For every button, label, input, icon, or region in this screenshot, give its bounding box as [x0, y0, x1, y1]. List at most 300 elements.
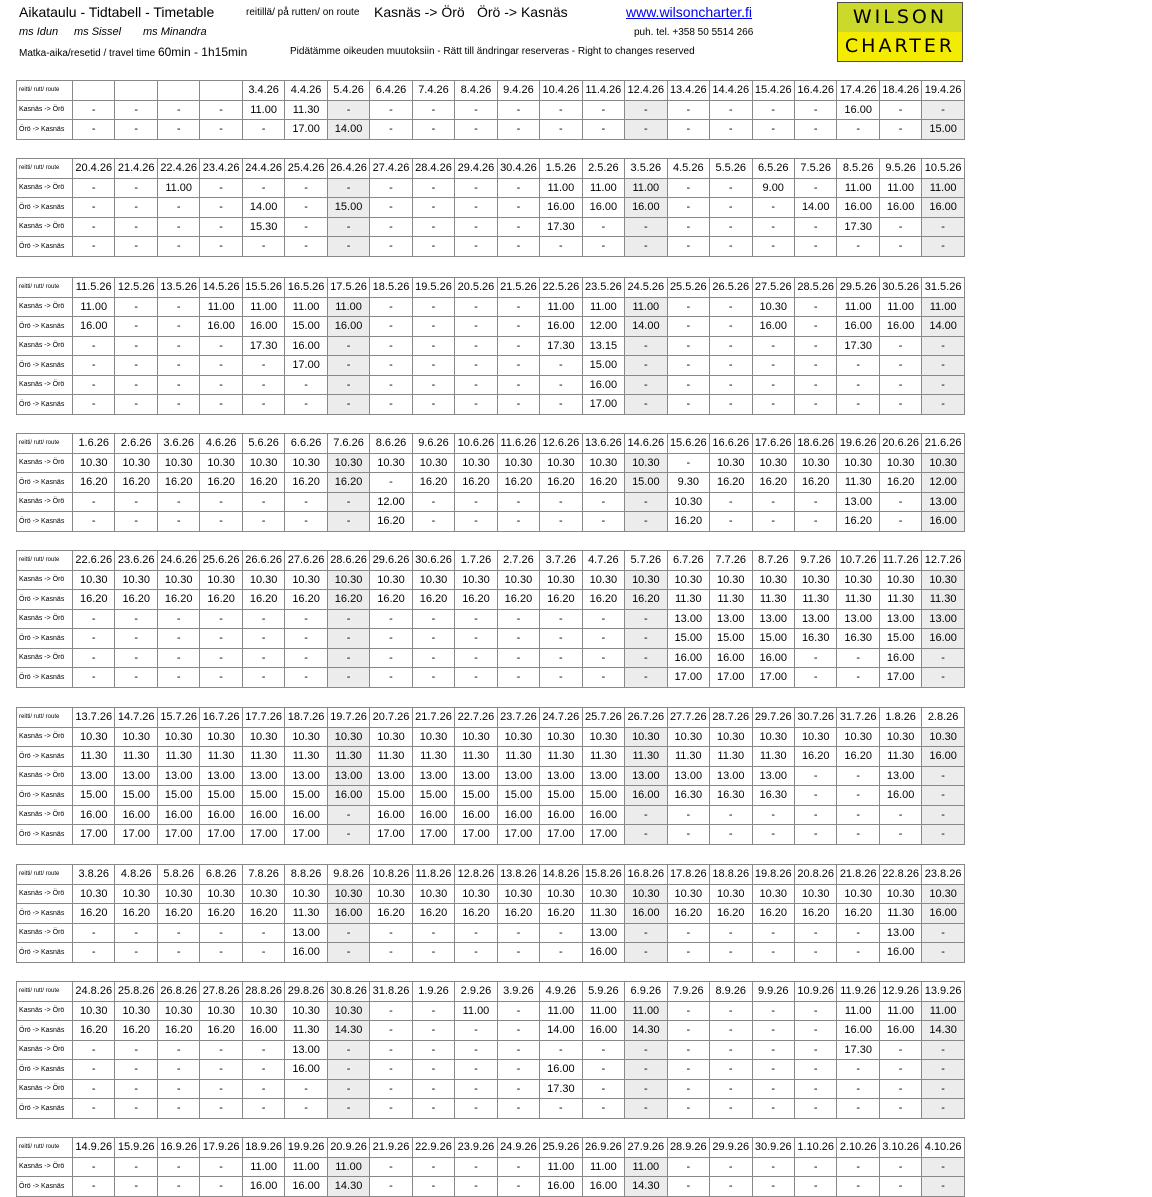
time-cell: - — [625, 512, 667, 532]
date-cell: 26.6.26 — [242, 551, 284, 571]
date-cell: 30.8.26 — [327, 982, 369, 1002]
time-cell: - — [370, 1079, 412, 1099]
date-cell: 9.7.26 — [794, 551, 836, 571]
route-label: Örö -> Kasnäs — [17, 1060, 73, 1080]
time-cell: - — [794, 825, 836, 845]
time-cell: 14.30 — [327, 1177, 369, 1197]
time-cell: - — [200, 356, 242, 376]
date-cell: 24.7.26 — [540, 708, 582, 728]
route-label: Kasnäs -> Örö — [17, 297, 73, 317]
time-cell: 13.00 — [73, 766, 115, 786]
date-cell: 23.9.26 — [455, 1138, 497, 1158]
date-cell: 21.7.26 — [412, 708, 454, 728]
time-cell: - — [370, 317, 412, 337]
time-cell: - — [200, 1177, 242, 1197]
time-cell: - — [115, 356, 157, 376]
time-cell: - — [540, 492, 582, 512]
time-cell: - — [200, 943, 242, 963]
date-cell: 8.6.26 — [370, 434, 412, 454]
date-row — [17, 278, 965, 298]
time-cell: - — [285, 1079, 327, 1099]
date-cell: 18.7.26 — [285, 708, 327, 728]
time-cell: - — [582, 629, 624, 649]
table-row — [17, 1060, 965, 1080]
time-cell: 13.00 — [540, 766, 582, 786]
time-cell: - — [157, 648, 199, 668]
time-cell: 16.00 — [582, 375, 624, 395]
time-cell: - — [412, 217, 454, 237]
time-cell: - — [667, 943, 709, 963]
logo-line-1: WILSON — [838, 3, 962, 32]
date-cell: 14.8.26 — [540, 865, 582, 885]
time-cell: - — [73, 395, 115, 415]
route-header-label: reitti/ rutt/ route — [17, 1138, 73, 1158]
date-cell: 4.8.26 — [115, 865, 157, 885]
time-cell: - — [582, 1060, 624, 1080]
date-cell: 19.4.26 — [922, 81, 964, 101]
date-cell: 14.5.26 — [200, 278, 242, 298]
time-cell: - — [922, 805, 964, 825]
time-cell: 13.00 — [115, 766, 157, 786]
time-cell: 16.20 — [837, 904, 879, 924]
time-cell: - — [455, 297, 497, 317]
route-header-label: reitti/ rutt/ route — [17, 551, 73, 571]
time-cell: 14.00 — [794, 198, 836, 218]
time-cell: - — [115, 178, 157, 198]
time-cell: - — [157, 317, 199, 337]
time-cell: - — [455, 100, 497, 120]
time-cell: - — [710, 317, 752, 337]
time-cell: 10.30 — [922, 727, 964, 747]
time-cell: 11.00 — [540, 1001, 582, 1021]
time-cell: 14.00 — [540, 1021, 582, 1041]
time-cell: - — [200, 100, 242, 120]
date-cell: 25.9.26 — [540, 1138, 582, 1158]
date-cell: 9.5.26 — [879, 159, 921, 179]
time-cell: - — [200, 395, 242, 415]
time-cell: - — [285, 395, 327, 415]
date-cell: 10.7.26 — [837, 551, 879, 571]
time-cell: - — [242, 120, 284, 140]
time-cell: - — [752, 512, 794, 532]
time-cell: 15.00 — [752, 629, 794, 649]
time-cell: 15.00 — [200, 786, 242, 806]
time-cell: - — [752, 375, 794, 395]
time-cell: - — [455, 648, 497, 668]
time-cell: 16.20 — [370, 512, 412, 532]
time-cell: 10.30 — [327, 884, 369, 904]
time-cell: 16.00 — [540, 317, 582, 337]
time-cell: 16.20 — [157, 904, 199, 924]
time-cell: - — [412, 297, 454, 317]
time-cell: 11.30 — [327, 747, 369, 767]
time-cell: - — [200, 492, 242, 512]
table-row — [17, 609, 965, 629]
time-cell: - — [455, 1157, 497, 1177]
time-cell: - — [625, 100, 667, 120]
time-cell: 16.00 — [922, 512, 964, 532]
date-cell: 25.8.26 — [115, 982, 157, 1002]
time-cell: - — [710, 198, 752, 218]
time-cell: - — [242, 1060, 284, 1080]
time-cell: 10.30 — [625, 570, 667, 590]
time-cell: 15.00 — [412, 786, 454, 806]
time-cell: - — [157, 297, 199, 317]
time-cell: - — [455, 237, 497, 257]
time-cell: - — [879, 356, 921, 376]
time-cell: - — [412, 336, 454, 356]
time-cell: - — [710, 120, 752, 140]
date-cell: 4.4.26 — [285, 81, 327, 101]
date-cell: 31.7.26 — [837, 708, 879, 728]
time-cell: 11.00 — [582, 1001, 624, 1021]
date-cell — [115, 81, 157, 101]
date-cell: 16.5.26 — [285, 278, 327, 298]
time-cell: - — [242, 668, 284, 688]
date-cell: 23.6.26 — [115, 551, 157, 571]
date-cell: 22.5.26 — [540, 278, 582, 298]
route-label: Örö -> Kasnäs — [17, 120, 73, 140]
time-cell: 11.00 — [922, 1001, 964, 1021]
time-cell: - — [73, 512, 115, 532]
time-cell: - — [625, 805, 667, 825]
time-cell: - — [497, 629, 539, 649]
date-cell: 7.4.26 — [412, 81, 454, 101]
time-cell: - — [794, 217, 836, 237]
time-cell: 10.30 — [242, 1001, 284, 1021]
time-cell: - — [455, 943, 497, 963]
date-cell: 31.5.26 — [922, 278, 964, 298]
time-cell: - — [200, 1099, 242, 1119]
time-cell: - — [794, 1060, 836, 1080]
time-cell: 11.30 — [667, 590, 709, 610]
time-cell: 16.00 — [370, 805, 412, 825]
time-cell: - — [582, 1079, 624, 1099]
time-cell: 10.30 — [837, 570, 879, 590]
time-cell: - — [497, 492, 539, 512]
time-cell: 11.00 — [327, 297, 369, 317]
time-cell: - — [327, 375, 369, 395]
time-cell: 15.00 — [922, 120, 964, 140]
time-cell: - — [412, 178, 454, 198]
time-cell: 11.30 — [115, 747, 157, 767]
travel-time-value: 60min - 1h15min — [157, 45, 248, 59]
time-cell: 16.00 — [412, 805, 454, 825]
time-cell: 16.30 — [710, 786, 752, 806]
timetable-block — [16, 864, 965, 963]
time-cell: - — [455, 512, 497, 532]
date-cell: 25.6.26 — [200, 551, 242, 571]
route-label: Örö -> Kasnäs — [17, 317, 73, 337]
date-cell: 30.7.26 — [794, 708, 836, 728]
route-header-label: reitti/ rutt/ route — [17, 865, 73, 885]
table-row — [17, 217, 965, 237]
time-cell: 10.30 — [370, 570, 412, 590]
time-cell: - — [497, 120, 539, 140]
date-row — [17, 982, 965, 1002]
time-cell: - — [540, 356, 582, 376]
time-cell: 10.30 — [625, 884, 667, 904]
time-cell: - — [115, 512, 157, 532]
route-label: Örö -> Kasnäs — [17, 825, 73, 845]
table-row — [17, 923, 965, 943]
route-label: Örö -> Kasnäs — [17, 786, 73, 806]
time-cell: - — [540, 237, 582, 257]
date-cell: 6.5.26 — [752, 159, 794, 179]
time-cell: - — [922, 1040, 964, 1060]
date-cell: 17.9.26 — [200, 1138, 242, 1158]
time-cell: 15.00 — [157, 786, 199, 806]
date-cell: 27.4.26 — [370, 159, 412, 179]
route-label: Kasnäs -> Örö — [17, 1079, 73, 1099]
time-cell: - — [667, 1177, 709, 1197]
date-cell: 29.5.26 — [837, 278, 879, 298]
time-cell: - — [837, 237, 879, 257]
website-link[interactable]: www.wilsoncharter.fi — [626, 4, 753, 20]
time-cell: 11.00 — [922, 297, 964, 317]
time-cell: 16.00 — [285, 943, 327, 963]
time-cell: 11.30 — [879, 747, 921, 767]
time-cell: - — [497, 1099, 539, 1119]
time-cell: 11.00 — [879, 1001, 921, 1021]
date-cell: 25.7.26 — [582, 708, 624, 728]
time-cell: 10.30 — [285, 1001, 327, 1021]
time-cell: 10.30 — [200, 727, 242, 747]
time-cell: - — [667, 217, 709, 237]
time-cell: 11.30 — [879, 590, 921, 610]
date-cell: 28.4.26 — [412, 159, 454, 179]
time-cell: 13.00 — [667, 609, 709, 629]
time-cell: - — [540, 609, 582, 629]
route-prefix: reitillä/ på rutten/ on route — [246, 7, 360, 18]
time-cell: - — [327, 237, 369, 257]
time-cell: - — [497, 100, 539, 120]
time-cell: 10.30 — [157, 727, 199, 747]
time-cell: 10.30 — [582, 570, 624, 590]
route-out-heading: Kasnäs -> Örö — [374, 4, 465, 20]
date-cell: 7.7.26 — [710, 551, 752, 571]
time-cell: - — [412, 395, 454, 415]
time-cell: - — [837, 1060, 879, 1080]
time-cell: 16.20 — [115, 590, 157, 610]
date-cell: 18.4.26 — [879, 81, 921, 101]
time-cell: - — [625, 1060, 667, 1080]
time-cell: - — [73, 1099, 115, 1119]
time-cell: 10.30 — [794, 453, 836, 473]
time-cell: - — [285, 609, 327, 629]
time-cell: - — [837, 395, 879, 415]
time-cell: 16.00 — [455, 805, 497, 825]
time-cell: - — [922, 923, 964, 943]
time-cell: - — [752, 923, 794, 943]
time-cell: - — [879, 217, 921, 237]
time-cell: - — [667, 375, 709, 395]
time-cell: 14.30 — [922, 1021, 964, 1041]
route-label: Örö -> Kasnäs — [17, 629, 73, 649]
time-cell: - — [115, 1099, 157, 1119]
time-cell: 11.00 — [242, 1157, 284, 1177]
date-cell: 15.5.26 — [242, 278, 284, 298]
date-cell: 4.10.26 — [922, 1138, 964, 1158]
time-cell: - — [752, 1060, 794, 1080]
time-cell: 17.00 — [157, 825, 199, 845]
date-cell: 18.8.26 — [710, 865, 752, 885]
time-cell: 16.00 — [922, 629, 964, 649]
date-cell: 8.9.26 — [710, 982, 752, 1002]
time-cell: 17.30 — [242, 336, 284, 356]
date-cell: 31.8.26 — [370, 982, 412, 1002]
time-cell: - — [412, 1021, 454, 1041]
route-label: Örö -> Kasnäs — [17, 237, 73, 257]
table-row — [17, 805, 965, 825]
time-cell: 10.30 — [922, 570, 964, 590]
time-cell: 17.30 — [540, 217, 582, 237]
time-cell: 17.30 — [837, 217, 879, 237]
time-cell: - — [540, 395, 582, 415]
date-cell: 15.8.26 — [582, 865, 624, 885]
date-cell: 30.4.26 — [497, 159, 539, 179]
time-cell: - — [370, 375, 412, 395]
time-cell: 11.30 — [879, 904, 921, 924]
time-cell: - — [115, 492, 157, 512]
time-cell: - — [667, 297, 709, 317]
time-cell: - — [73, 1079, 115, 1099]
time-cell: - — [625, 237, 667, 257]
time-cell: 16.20 — [412, 904, 454, 924]
time-cell: - — [794, 100, 836, 120]
table-row — [17, 1040, 965, 1060]
time-cell: - — [837, 805, 879, 825]
time-cell: - — [285, 629, 327, 649]
time-cell: - — [285, 237, 327, 257]
time-cell: 17.00 — [285, 825, 327, 845]
time-cell: - — [922, 237, 964, 257]
logo-line-2: CHARTER — [838, 32, 962, 61]
date-cell: 6.9.26 — [625, 982, 667, 1002]
page-title: Aikataulu - Tidtabell - Timetable — [19, 4, 215, 20]
time-cell: - — [455, 395, 497, 415]
time-cell: - — [667, 805, 709, 825]
time-cell: 16.00 — [242, 1021, 284, 1041]
date-cell: 2.10.26 — [837, 1138, 879, 1158]
time-cell: 15.00 — [879, 629, 921, 649]
time-cell: - — [455, 356, 497, 376]
date-cell: 24.5.26 — [625, 278, 667, 298]
timetable-block — [16, 550, 965, 688]
time-cell: - — [370, 120, 412, 140]
time-cell: 15.00 — [625, 473, 667, 493]
time-cell: 13.00 — [242, 766, 284, 786]
time-cell: 16.00 — [625, 904, 667, 924]
time-cell: - — [710, 805, 752, 825]
table-row — [17, 356, 965, 376]
time-cell: 15.00 — [667, 629, 709, 649]
time-cell: 10.30 — [497, 727, 539, 747]
time-cell: - — [73, 198, 115, 218]
time-cell: - — [455, 1099, 497, 1119]
time-cell: 16.20 — [497, 473, 539, 493]
time-cell: 10.30 — [242, 727, 284, 747]
time-cell: - — [497, 1177, 539, 1197]
date-cell: 5.8.26 — [157, 865, 199, 885]
time-cell: - — [922, 1177, 964, 1197]
time-cell: - — [837, 923, 879, 943]
time-cell: 11.30 — [625, 747, 667, 767]
time-cell: 13.00 — [752, 766, 794, 786]
time-cell: - — [200, 648, 242, 668]
time-cell: 11.00 — [879, 297, 921, 317]
time-cell: 13.00 — [710, 766, 752, 786]
time-cell: - — [370, 943, 412, 963]
table-row — [17, 1079, 965, 1099]
date-cell: 28.6.26 — [327, 551, 369, 571]
time-cell: - — [794, 923, 836, 943]
time-cell: 11.30 — [922, 590, 964, 610]
route-header-label: reitti/ rutt/ route — [17, 159, 73, 179]
time-cell: - — [200, 1079, 242, 1099]
time-cell: 11.00 — [455, 1001, 497, 1021]
time-cell: - — [412, 609, 454, 629]
time-cell: - — [200, 375, 242, 395]
date-row — [17, 708, 965, 728]
time-cell: 13.00 — [285, 1040, 327, 1060]
time-cell: - — [582, 217, 624, 237]
time-cell: - — [752, 1040, 794, 1060]
time-cell: 10.30 — [455, 727, 497, 747]
time-cell: 16.20 — [455, 473, 497, 493]
time-cell: 16.00 — [710, 648, 752, 668]
time-cell: 10.30 — [582, 453, 624, 473]
date-cell: 20.7.26 — [370, 708, 412, 728]
time-cell: - — [540, 375, 582, 395]
time-cell: 16.30 — [794, 629, 836, 649]
time-cell: 16.00 — [73, 317, 115, 337]
route-label: Kasnäs -> Örö — [17, 336, 73, 356]
time-cell: 10.30 — [540, 884, 582, 904]
date-cell: 4.6.26 — [200, 434, 242, 454]
time-cell: - — [837, 648, 879, 668]
time-cell: - — [794, 237, 836, 257]
time-cell: - — [200, 237, 242, 257]
time-cell: 16.00 — [837, 100, 879, 120]
time-cell: 15.00 — [73, 786, 115, 806]
time-cell: - — [200, 1060, 242, 1080]
time-cell: 16.20 — [157, 590, 199, 610]
time-cell: 11.30 — [242, 747, 284, 767]
date-cell: 1.10.26 — [794, 1138, 836, 1158]
date-cell: 27.8.26 — [200, 982, 242, 1002]
date-cell: 16.8.26 — [625, 865, 667, 885]
time-cell: - — [497, 198, 539, 218]
date-row — [17, 434, 965, 454]
time-cell: - — [115, 943, 157, 963]
time-cell: - — [200, 1157, 242, 1177]
time-cell: - — [370, 923, 412, 943]
time-cell: - — [370, 668, 412, 688]
time-cell: - — [540, 512, 582, 532]
time-cell: - — [625, 1040, 667, 1060]
time-cell: - — [837, 1177, 879, 1197]
time-cell: 10.30 — [157, 453, 199, 473]
time-cell: - — [625, 217, 667, 237]
time-cell: 11.30 — [710, 747, 752, 767]
time-cell: - — [794, 1079, 836, 1099]
date-cell: 30.6.26 — [412, 551, 454, 571]
time-cell: 17.00 — [752, 668, 794, 688]
time-cell: - — [710, 297, 752, 317]
time-cell: - — [879, 1177, 921, 1197]
time-cell: - — [837, 943, 879, 963]
